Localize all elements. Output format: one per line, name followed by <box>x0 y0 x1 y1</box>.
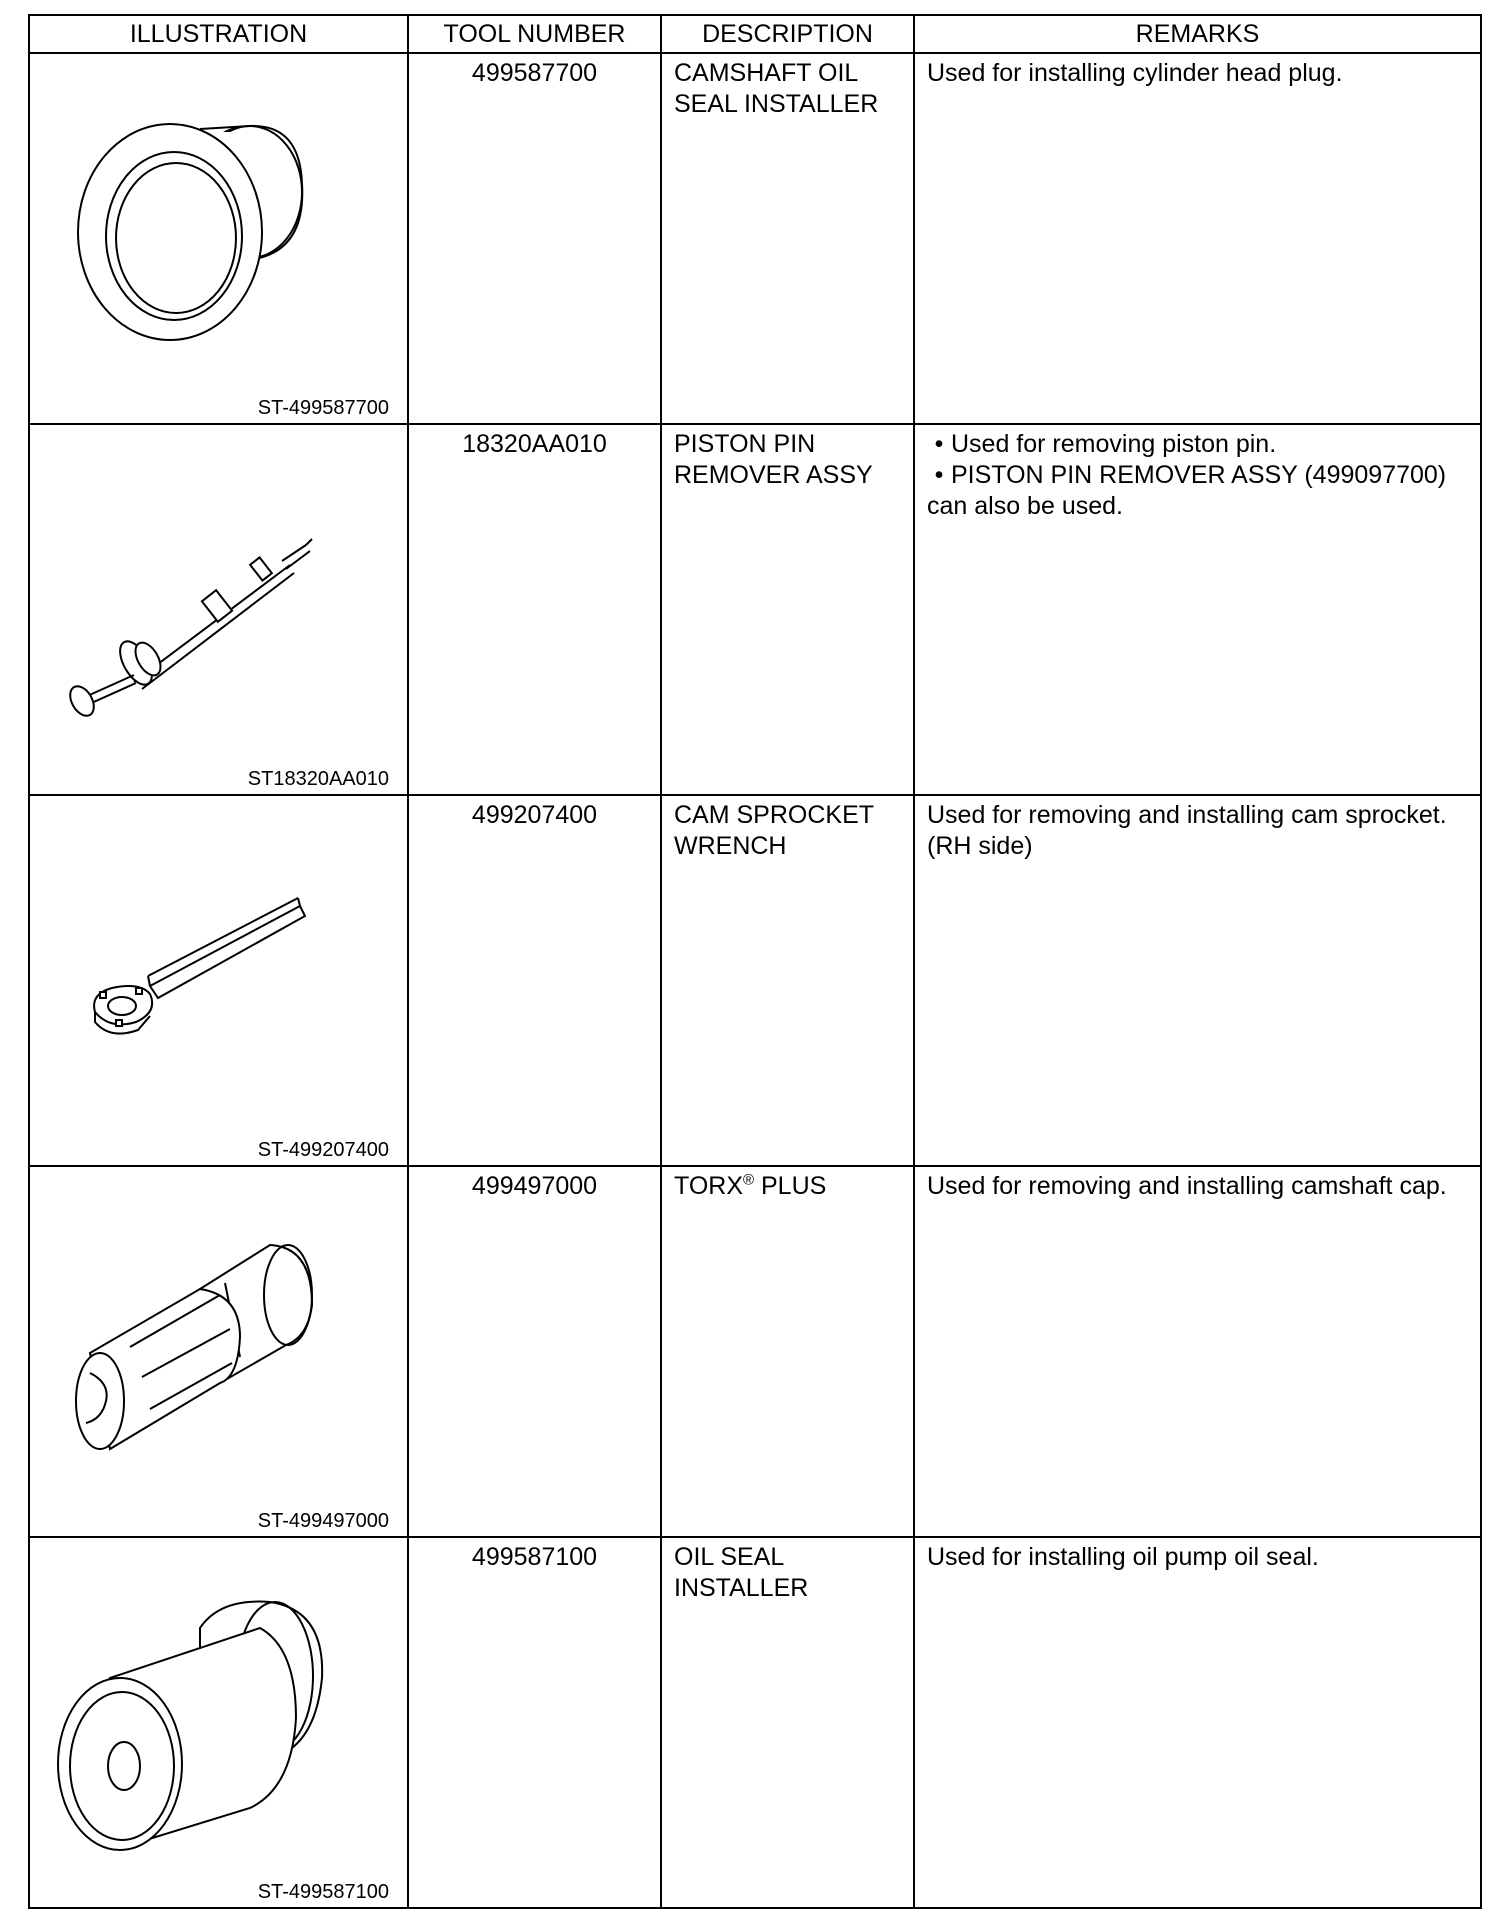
table-row <box>29 1166 1481 1537</box>
illustration-cell <box>29 53 408 424</box>
description-cell <box>661 1537 914 1908</box>
remark-text: Used for installing cylinder head plug. <box>927 59 1343 87</box>
remark-text: can also be used. <box>927 492 1123 520</box>
illustration-code: ST-499497000 <box>257 1510 389 1532</box>
table-row <box>29 1537 1481 1908</box>
remark-bullet: • PISTON PIN REMOVER ASSY (499097700) <box>927 460 1470 491</box>
remark-bullet: • Used for removing piston pin. <box>927 429 1470 460</box>
piston-pin-remover-icon <box>50 445 390 755</box>
description-line: INSTALLER <box>674 1574 809 1602</box>
remarks-cell <box>914 53 1481 424</box>
description-cell <box>661 1166 914 1537</box>
table-row <box>29 795 1481 1166</box>
illustration-code: ST18320AA010 <box>247 768 389 790</box>
illustration-code: ST-499587100 <box>257 1881 389 1903</box>
table-row <box>29 53 1481 424</box>
description-line <box>674 1171 903 1202</box>
tool-number-cell: 18320AA010 <box>408 424 661 795</box>
oil-seal-installer-icon <box>50 1558 390 1868</box>
remark-text: (RH side) <box>927 832 1033 860</box>
tool-number-cell: 499587700 <box>408 53 661 424</box>
special-tools-table <box>28 14 1482 1909</box>
description-cell <box>661 795 914 1166</box>
description-line: REMOVER ASSY <box>674 461 873 489</box>
illustration-cell <box>29 424 408 795</box>
illustration-cell <box>29 795 408 1166</box>
header-remarks: REMARKS <box>914 15 1481 53</box>
description-line: CAMSHAFT OIL <box>674 59 859 87</box>
description-line: SEAL INSTALLER <box>674 90 879 118</box>
description-line: PISTON PIN <box>674 430 816 458</box>
description-cell <box>661 424 914 795</box>
registered-mark: ® <box>743 1171 755 1189</box>
description-line: WRENCH <box>674 832 787 860</box>
description-cell <box>661 53 914 424</box>
remarks-cell <box>914 1537 1481 1908</box>
illustration-code: ST-499207400 <box>257 1139 389 1161</box>
cam-sprocket-wrench-icon <box>50 816 390 1126</box>
remarks-cell <box>914 1166 1481 1537</box>
remarks-cell <box>914 795 1481 1166</box>
header-row <box>29 15 1481 53</box>
header-description: DESCRIPTION <box>661 15 914 53</box>
header-illustration: ILLUSTRATION <box>29 15 408 53</box>
remark-text: Used for installing oil pump oil seal. <box>927 1543 1319 1571</box>
remarks-cell <box>914 424 1481 795</box>
header-tool-number: TOOL NUMBER <box>408 15 661 53</box>
torx-label: TORX <box>674 1172 743 1200</box>
torx-plus-bit-icon <box>50 1187 390 1497</box>
camshaft-oil-seal-installer-icon <box>50 74 390 384</box>
tool-number-cell: 499207400 <box>408 795 661 1166</box>
remark-text: Used for removing and installing camshaft cap. <box>927 1172 1447 1200</box>
illustration-cell <box>29 1166 408 1537</box>
tool-number-cell: 499497000 <box>408 1166 661 1537</box>
description-line: OIL SEAL <box>674 1543 785 1571</box>
table-row <box>29 424 1481 795</box>
illustration-cell <box>29 1537 408 1908</box>
tool-number-cell: 499587100 <box>408 1537 661 1908</box>
remark-text: Used for removing and installing cam sprocket. <box>927 801 1447 829</box>
plus-label: PLUS <box>754 1172 827 1200</box>
description-line: CAM SPROCKET <box>674 801 875 829</box>
illustration-code: ST-499587700 <box>257 397 389 419</box>
